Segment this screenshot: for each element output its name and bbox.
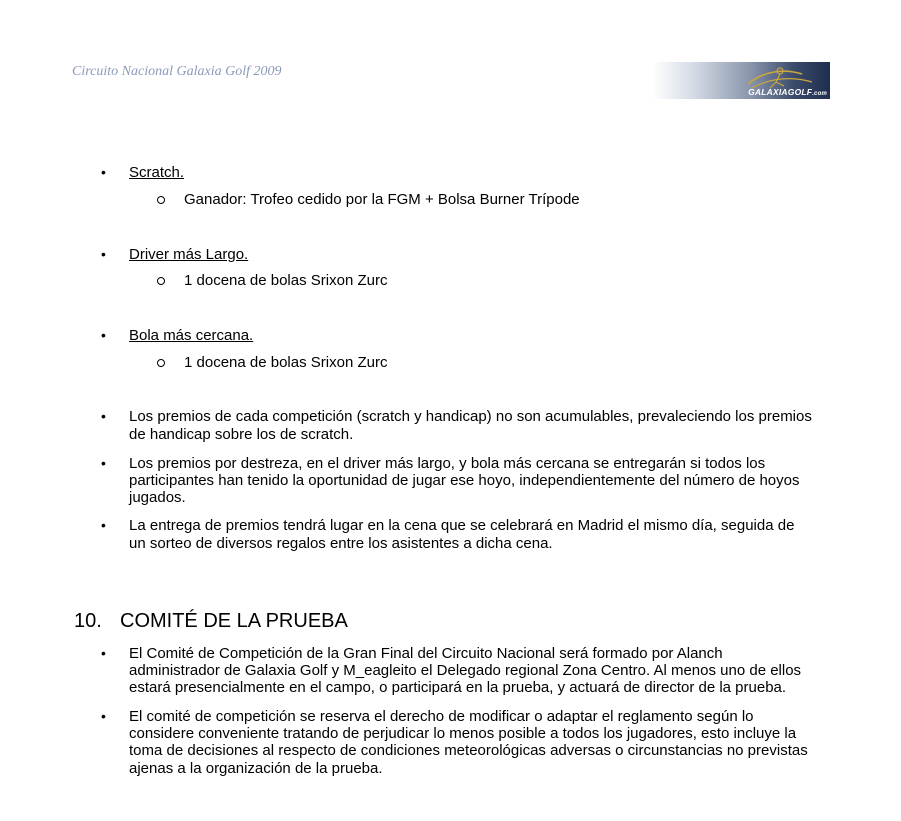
logo-wordmark-domain: .com (812, 91, 827, 97)
award-label-closest: Bola más cercana. (129, 327, 254, 344)
circle-bullet-icon (157, 277, 165, 285)
committee-para-1-line-3: estará presencialmente en el campo, o participará en la prueba, y actuará de director de la prueba. (129, 679, 787, 696)
rule-2-line-3: jugados. (129, 489, 186, 506)
logo-wordmark-main: GALAXIAGOLF (748, 87, 813, 97)
rule-2-line-1: Los premios por destreza, en el driver más largo, y bola más cercana se entregarán si todos los (129, 455, 766, 472)
rule-1-line-1: Los premios de cada competición (scratch y handicap) no son acumulables, prevaleciendo los premios (129, 408, 812, 425)
rule-3-line-2: un sorteo de diversos regalos entre los asistentes a dicha cena. (129, 535, 553, 552)
section-title: COMITÉ DE LA PRUEBA (120, 610, 348, 632)
bullet-icon: • (101, 408, 106, 424)
galaxia-golf-logo (652, 62, 830, 99)
circle-bullet-icon (157, 196, 165, 204)
bullet-icon: • (101, 708, 106, 724)
award-detail-scratch: Ganador: Trofeo cedido por la FGM + Bolsa Burner Trípode (184, 191, 580, 208)
bullet-icon: • (101, 455, 106, 471)
circle-bullet-icon (157, 359, 165, 367)
bullet-icon: • (101, 327, 106, 343)
bullet-icon: • (101, 645, 106, 661)
award-detail-driver: 1 docena de bolas Srixon Zurc (184, 272, 388, 289)
committee-para-2-line-2: considere conveniente tratando de perjudicar lo menos posible a todos los jugadores, esto incluye la (129, 725, 797, 742)
rule-2-line-2: participantes han tenido la oportunidad de jugar ese hoyo, independientemente del número de hoyos (129, 472, 800, 489)
bullet-icon: • (101, 246, 106, 262)
award-detail-closest: 1 docena de bolas Srixon Zurc (184, 354, 388, 371)
committee-para-2-line-4: ajenas a la organización de la prueba. (129, 760, 383, 777)
rule-3-line-1: La entrega de premios tendrá lugar en la cena que se celebrará en Madrid el mismo día, seguida de (129, 517, 795, 534)
committee-para-2-line-1: El comité de competición se reserva el derecho de modificar o adaptar el reglamento según lo (129, 708, 754, 725)
committee-para-1-line-2: administrador de Galaxia Golf y M_eagleito el Delegado regional Zona Centro. Al menos uno de ellos (129, 662, 802, 679)
rule-1-line-2: de handicap sobre los de scratch. (129, 426, 354, 443)
logo-wordmark (748, 87, 827, 97)
section-number: 10. (74, 610, 102, 632)
award-label-scratch: Scratch. (129, 164, 185, 181)
bullet-icon: • (101, 517, 106, 533)
award-label-driver: Driver más Largo. (129, 246, 249, 263)
committee-para-1-line-1: El Comité de Competición de la Gran Final del Circuito Nacional será formado por Alanch (129, 645, 723, 662)
document-header-title: Circuito Nacional Galaxia Golf 2009 (72, 64, 282, 79)
committee-para-2-line-3: toma de decisiones al respecto de condiciones meteorológicas adversas o circunstancias no previstas (129, 742, 808, 759)
bullet-icon: • (101, 164, 106, 180)
